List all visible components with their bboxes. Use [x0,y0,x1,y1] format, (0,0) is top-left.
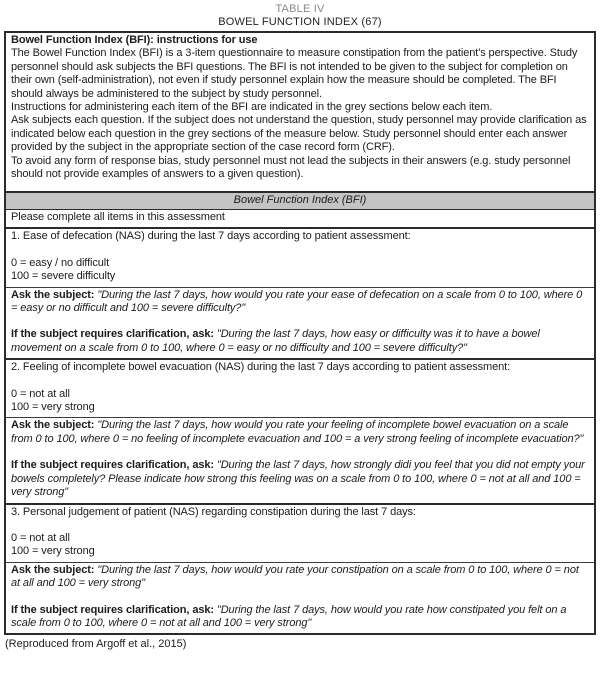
ask-paragraph [11,564,589,591]
blank-line [11,244,589,257]
ask-paragraph [11,419,589,446]
clarify-paragraph [11,459,589,499]
ask-label: Ask the subject: [11,288,95,301]
question-row-2 [6,358,594,417]
bfi-table [4,31,596,635]
ask-paragraph [11,289,589,316]
ask-label: Ask the subject: [11,419,95,432]
ask-row-1 [6,287,594,359]
clarify-label: If the subject requires clarification, ask: [11,603,214,616]
ask-row-2 [6,417,594,502]
question-text: 2. Feeling of incomplete bowel evacuation (NAS) during the last 7 days according to patient assessment: [11,361,511,374]
scale-min: 0 = not at all [11,531,70,544]
clarify-label: If the subject requires clarification, ask: [11,459,214,472]
blank-line [11,375,589,388]
clarify-quote: "During the last 7 days, how strongly didi you feel that you did not empty your bowels completely? Please indicate how strong this feeling was on a scale from 0 to 100, where 0 = not at all and 100 = very strong" [11,459,585,499]
clarify-label: If the subject requires clarification, ask: [11,328,214,341]
ask-quote: "During the last 7 days, how would you rate your feeling of incomplete bowel evacuation on a scale from 0 to 100, where 0 = no feeling of incomplete evacuation and 100 = a very strong feeling of incomplete evacuation?" [11,419,584,445]
blank-line [11,519,589,532]
clarify-paragraph [11,328,589,355]
instructions-paragraph: Ask subjects each question. If the subject does not understand the question, study personnel may provide clarification as indicated below each question in the grey sections of the measure below. Study personnel should enter each answer provided by the subject in the appropriate section of the case record form (CRF). [11,114,587,154]
question-text: 1. Ease of defecation (NAS) during the last 7 days according to patient assessment: [11,230,411,243]
clarify-paragraph [11,604,589,631]
instructions-paragraph: To avoid any form of response bias, study personnel must not lead the subjects in their answers (e.g. study personnel should not provide examples of answers to a given question). [11,154,571,181]
scale-max: 100 = very strong [11,401,95,414]
source-note: (Reproduced from Argoff et al., 2015) [5,638,187,651]
question-text: 3. Personal judgement of patient (NAS) regarding constipation during the last 7 days: [11,505,416,518]
section-band [6,191,594,210]
scale-max: 100 = severe difficulty [11,270,116,283]
question-row-3 [6,503,594,562]
intro-row: Please complete all items in this assessment [11,211,225,223]
instructions-heading: Bowel Function Index (BFI): instructions for use [11,34,258,46]
clarify-quote: "During the last 7 days, how easy or difficulty was it to have a bowel movement on a scale from 0 to 100, where 0 = easy or no difficulty and 100 = severe difficulty?" [11,328,540,354]
ask-label: Ask the subject: [11,563,95,576]
ask-quote: "During the last 7 days, how would you rate your constipation on a scale from 0 to 100, where 0 = not at all and 100 = very strong" [11,563,579,590]
clarify-quote: "During the last 7 days, how would you rate how constipated you felt on a scale from 0 to 100, where 0 = not at all and 100 = very strong" [11,603,567,629]
scale-min: 0 = easy / no difficult [11,256,110,269]
blank-line [11,591,589,604]
question-row-1 [6,227,594,286]
blank-line [11,315,589,328]
scale-min: 0 = not at all [11,387,70,400]
instructions-paragraph: The Bowel Function Index (BFI) is a 3-item questionnaire to measure constipation from the patient's perspective. Study personnel should ask subjects the BFI questions. The BFI is not intended to be given to the subject for completion on their own (self-administration), not even if study personnel explain how the measure should be completed. The BFI should always be administered to the subject by study personnel. [11,47,578,100]
table-number: TABLE IV [275,3,325,15]
scale-max: 100 = very strong [11,545,95,558]
ask-row-3 [6,562,594,634]
table-caption [0,0,600,29]
ask-quote: "During the last 7 days, how would you rate your ease of defecation on a scale from 0 to 100, where 0 = easy or no difficult and 100 = severe difficulty?" [11,288,583,315]
band-title: Bowel Function Index (BFI) [233,194,367,206]
blank-line [11,446,589,459]
table-title: BOWEL FUNCTION INDEX (67) [218,16,382,28]
instructions-paragraph: Instructions for administering each item of the BFI are indicated in the grey sections below each item. [11,101,493,114]
instructions-cell [6,33,594,191]
